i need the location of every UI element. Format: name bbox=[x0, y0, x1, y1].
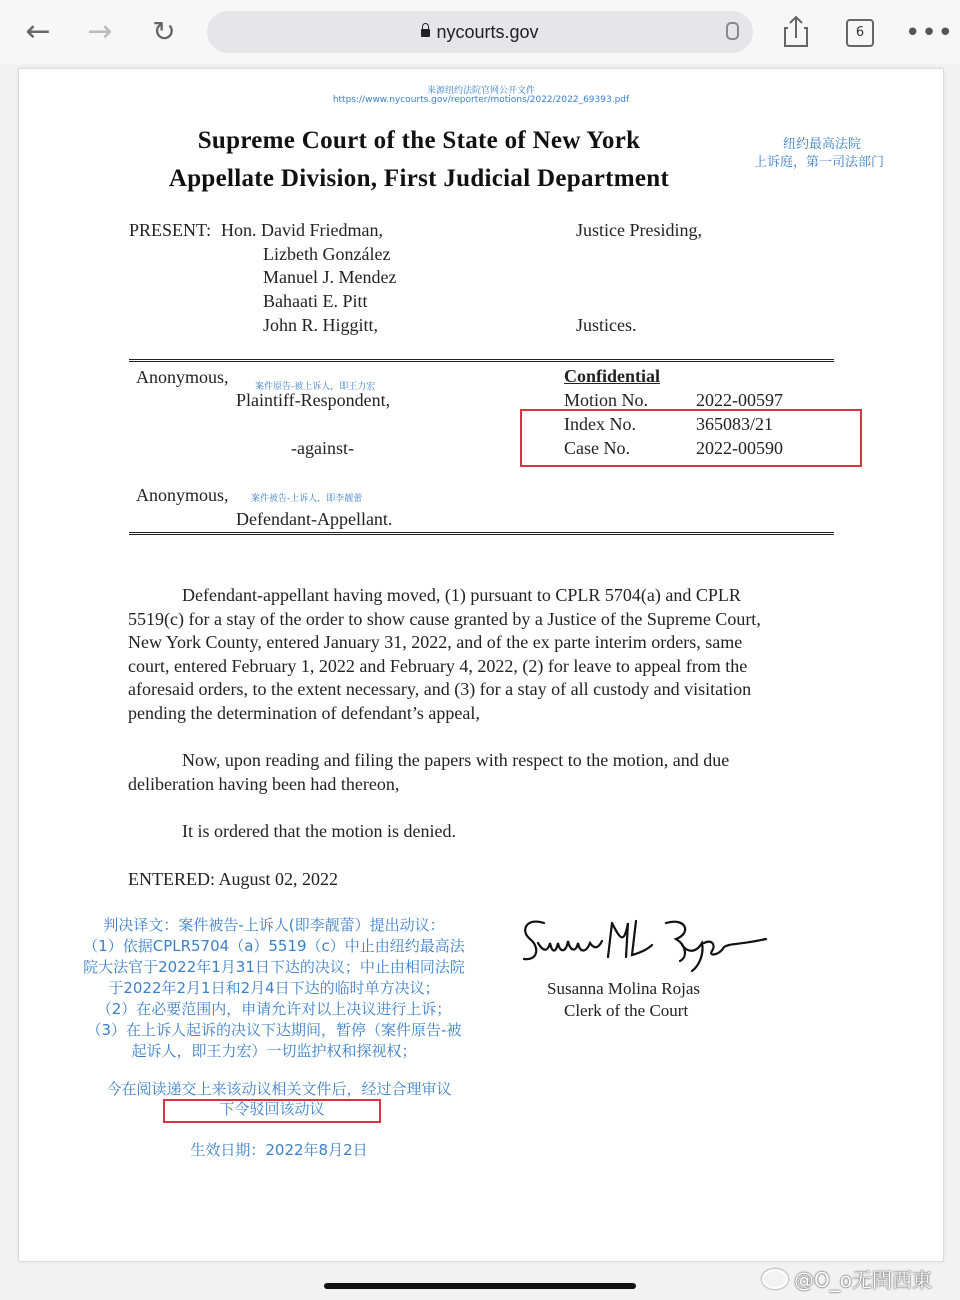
home-indicator[interactable] bbox=[324, 1283, 636, 1289]
order-highlight bbox=[163, 1099, 381, 1123]
translation-line: （3）在上诉人起诉的决议下达期间，暂停（案件原告-被 bbox=[86, 1021, 462, 1039]
divider bbox=[129, 359, 834, 362]
plaintiff-name: Anonymous, bbox=[136, 367, 229, 387]
translation-line: 院大法官于2022年1月31日下达的决议；中止由相同法院 bbox=[83, 958, 465, 976]
justices-label: Justices. bbox=[576, 315, 637, 335]
case-number: 2022-00590 bbox=[696, 438, 783, 458]
justice-presiding: Justice Presiding, bbox=[576, 220, 702, 240]
paragraph-line: Defendant-appellant having moved, (1) pursuant to CPLR 5704(a) and CPLR bbox=[182, 585, 741, 605]
defendant-name: Anonymous, bbox=[136, 485, 229, 505]
share-icon[interactable] bbox=[782, 14, 810, 48]
plaintiff-role: Plaintiff-Respondent, bbox=[236, 390, 391, 410]
confidential-label: Confidential bbox=[564, 366, 661, 386]
divider bbox=[129, 532, 834, 535]
lock-icon bbox=[421, 29, 430, 37]
tabs-count-button[interactable]: 6 bbox=[846, 19, 874, 47]
court-title-line2: Appellate Division, First Judicial Department bbox=[168, 165, 670, 192]
justice-name: John R. Higgitt, bbox=[263, 315, 379, 335]
paragraph-line: aforesaid orders, to the extent necessary, and (3) for a stay of all custody and visitation bbox=[128, 679, 752, 699]
translation-line: （1）依据CPLR5704（a）5519（c）中止由纽约最高法 bbox=[83, 937, 465, 955]
translation-date: 生效日期：2022年8月2日 bbox=[190, 1141, 368, 1159]
watermark: @O_o无問西東 bbox=[762, 1264, 932, 1293]
forward-arrow-icon[interactable]: → bbox=[87, 14, 113, 49]
justice-name: Manuel J. Mendez bbox=[263, 267, 397, 287]
paragraph-line: 5519(c) for a stay of the order to show cause granted by a Justice of the Supreme Court, bbox=[128, 609, 761, 629]
paragraph-line: New York County, entered January 31, 2022, and of the ex parte interim orders, same bbox=[128, 632, 743, 652]
justice-name: Hon. David Friedman, bbox=[221, 220, 383, 240]
back-arrow-icon[interactable]: ← bbox=[25, 14, 51, 49]
url-text: nycourts.gov bbox=[436, 22, 539, 42]
index-label: Index No. bbox=[564, 414, 636, 434]
justice-name: Lizbeth González bbox=[263, 244, 391, 264]
weibo-icon bbox=[762, 1269, 788, 1289]
court-title-cn1: 纽约最高法院 bbox=[783, 137, 862, 152]
defendant-role: Defendant-Appellant. bbox=[236, 509, 393, 529]
signature-name: Susanna Molina Rojas bbox=[547, 979, 700, 998]
entered-date: ENTERED: August 02, 2022 bbox=[128, 869, 338, 889]
against-label: -against- bbox=[291, 438, 354, 458]
translation-line: 于2022年2月1日和2月4日下达的临时单方决议； bbox=[108, 979, 440, 997]
motion-label: Motion No. bbox=[564, 390, 649, 410]
source-url: https://www.nycourts.gov/reporter/motions/2022/2022_69393.pdf bbox=[332, 95, 630, 105]
justice-name: Bahaati E. Pitt bbox=[263, 291, 368, 311]
translation-line: 判决译文：案件被告-上诉人(即李靓蕾）提出动议： bbox=[103, 916, 445, 934]
translation-order: 下令驳回该动议 bbox=[219, 1100, 325, 1118]
paragraph-line: court, entered February 1, 2022 and February 4, 2022, (2) for leave to appeal from the bbox=[128, 656, 748, 676]
plaintiff-cn-note: 案件原告-被上诉人，即王力宏 bbox=[255, 382, 376, 392]
reload-icon[interactable]: ↻ bbox=[152, 15, 176, 48]
motion-number: 2022-00597 bbox=[696, 390, 783, 410]
more-menu-icon[interactable]: ••• bbox=[905, 18, 955, 48]
paragraph-line: pending the determination of defendant’s appeal, bbox=[128, 703, 480, 723]
translation-after: 今在阅读递交上来该动议相关文件后，经过合理审议 bbox=[106, 1080, 452, 1098]
document-page bbox=[18, 68, 944, 1262]
source-note-cn: 来源纽约法院官网公开文件 bbox=[426, 86, 535, 96]
translation-line: 起诉人，即王力宏）一切监护权和探视权； bbox=[131, 1042, 417, 1060]
index-case-highlight bbox=[520, 409, 862, 467]
order-line: It is ordered that the motion is denied. bbox=[182, 821, 456, 841]
defendant-cn-note: 案件被告-上诉人，即李靓蕾 bbox=[251, 494, 363, 504]
browser-toolbar bbox=[0, 0, 960, 64]
microphone-icon[interactable] bbox=[726, 22, 739, 40]
address-bar[interactable] bbox=[207, 11, 753, 53]
court-title-cn2: 上诉庭，第一司法部门 bbox=[754, 155, 885, 170]
paragraph-line: Now, upon reading and filing the papers with respect to the motion, and due bbox=[182, 750, 730, 770]
present-label: PRESENT: bbox=[129, 220, 212, 240]
paragraph-line: deliberation having been had thereon, bbox=[128, 774, 400, 794]
court-title-line1: Supreme Court of the State of New York bbox=[197, 127, 641, 154]
signature-title: Clerk of the Court bbox=[564, 1001, 689, 1020]
signature-image bbox=[516, 909, 776, 979]
translation-line: （2）在必要范围内，申请允许对以上决议进行上诉； bbox=[96, 1000, 452, 1018]
case-label: Case No. bbox=[564, 438, 630, 458]
index-number: 365083/21 bbox=[696, 414, 774, 434]
